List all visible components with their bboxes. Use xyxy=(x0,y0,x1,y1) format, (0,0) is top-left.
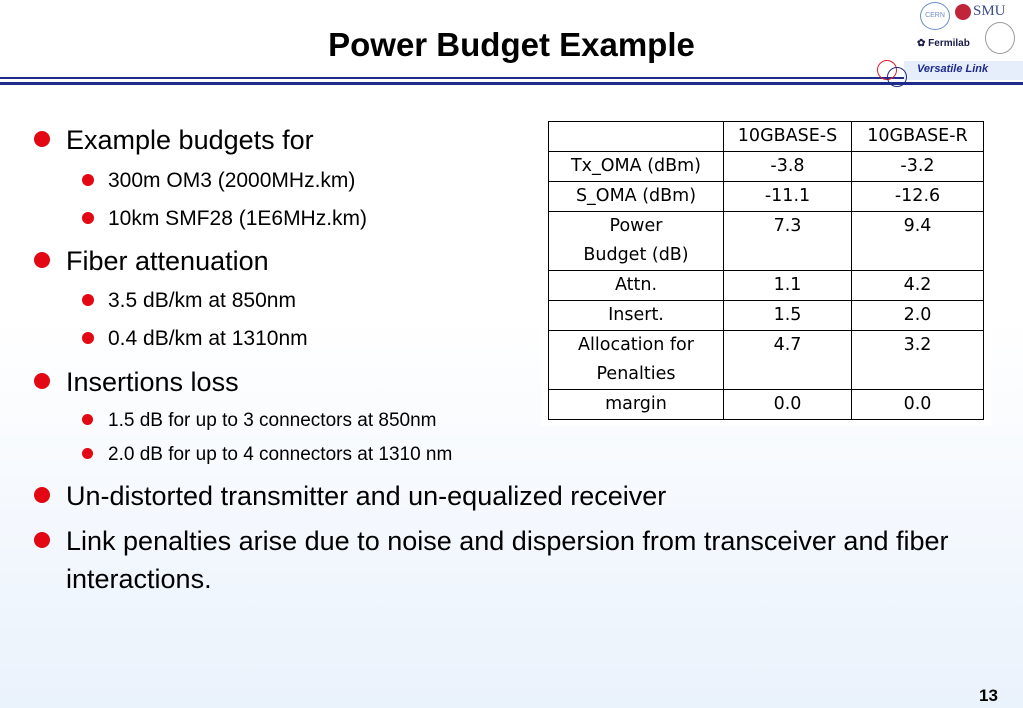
bullet-dot-icon xyxy=(34,373,50,389)
sub-bullet-dot-icon xyxy=(82,414,93,425)
header-rule-top xyxy=(0,77,1023,79)
versatile-link-label: Versatile Link xyxy=(917,63,989,75)
header-rule-bottom xyxy=(0,82,1023,85)
bullet-item: Link penalties arise due to noise and dispersion from transceiver and fiber interactions. xyxy=(66,526,949,594)
table-row xyxy=(549,152,984,182)
table-cell: -3.8 xyxy=(724,152,852,182)
table-row xyxy=(549,212,984,271)
table-row-label: Power Budget (dB) xyxy=(549,212,724,271)
bullet-dot-icon xyxy=(34,532,50,548)
table-cell: 9.4 xyxy=(852,212,984,271)
bullet-item: Un-distorted transmitter and un-equalized receiver xyxy=(66,481,667,511)
university-seal-icon xyxy=(985,22,1015,54)
sub-bullet-item: 2.0 dB for up to 4 connectors at 1310 nm xyxy=(108,444,453,465)
sub-bullet-dot-icon xyxy=(82,294,94,306)
table-cell: 0.0 xyxy=(852,390,984,420)
table-row-label: Attn. xyxy=(549,271,724,301)
power-budget-table xyxy=(541,115,991,426)
table-row-label: S_OMA (dBm) xyxy=(549,182,724,212)
table-header-cell: 10GBASE-R xyxy=(852,122,984,152)
table-header-cell: 10GBASE-S xyxy=(724,122,852,152)
sub-bullet-item: 0.4 dB/km at 1310nm xyxy=(108,327,308,350)
smu-badge-icon xyxy=(955,4,971,20)
table-cell: -11.1 xyxy=(724,182,852,212)
sub-bullet-dot-icon xyxy=(82,174,94,186)
table-row xyxy=(549,271,984,301)
bullet-dot-icon xyxy=(34,252,50,268)
sub-bullet-item: 300m OM3 (2000MHz.km) xyxy=(108,169,356,192)
slide-title: Power Budget Example xyxy=(328,26,695,63)
sub-bullet-item: 3.5 dB/km at 850nm xyxy=(108,289,296,312)
cern-logo: CERN xyxy=(920,2,950,30)
table-row-label: Insert. xyxy=(549,301,724,331)
table-cell: 3.2 xyxy=(852,331,984,390)
table-row xyxy=(549,331,984,390)
table-row-label: margin xyxy=(549,390,724,420)
bullet-item: Insertions loss xyxy=(66,367,239,397)
table-row-label: Allocation for Penalties xyxy=(549,331,724,390)
bullet-item: Example budgets for xyxy=(66,125,314,155)
table-cell: 4.7 xyxy=(724,331,852,390)
table-row xyxy=(549,182,984,212)
table-cell: -12.6 xyxy=(852,182,984,212)
table-cell: 1.1 xyxy=(724,271,852,301)
smu-logo: SMU xyxy=(973,3,1006,19)
table-row xyxy=(549,390,984,420)
versatile-link-ring-blue-icon xyxy=(887,67,907,87)
bullet-dot-icon xyxy=(34,487,50,503)
table-cell: 0.0 xyxy=(724,390,852,420)
sub-bullet-dot-icon xyxy=(82,212,94,224)
bullet-dot-icon xyxy=(34,131,50,147)
table-header-empty xyxy=(549,122,724,152)
page-number: 13 xyxy=(979,686,998,705)
table-cell: 4.2 xyxy=(852,271,984,301)
table-cell: -3.2 xyxy=(852,152,984,182)
table-cell: 7.3 xyxy=(724,212,852,271)
table-cell: 2.0 xyxy=(852,301,984,331)
sub-bullet-item: 1.5 dB for up to 3 connectors at 850nm xyxy=(108,410,437,431)
table-cell: 1.5 xyxy=(724,301,852,331)
table-row-label: Tx_OMA (dBm) xyxy=(549,152,724,182)
table-header-row xyxy=(549,122,984,152)
table-row xyxy=(549,301,984,331)
sub-bullet-dot-icon xyxy=(82,332,94,344)
fermilab-label: Fermilab xyxy=(928,38,970,49)
sub-bullet-dot-icon xyxy=(82,448,93,459)
sub-bullet-item: 10km SMF28 (1E6MHz.km) xyxy=(108,207,368,230)
bullet-item: Fiber attenuation xyxy=(66,246,269,276)
fermilab-logo: ✿ Fermilab xyxy=(917,38,970,49)
partner-logos xyxy=(913,0,1023,62)
